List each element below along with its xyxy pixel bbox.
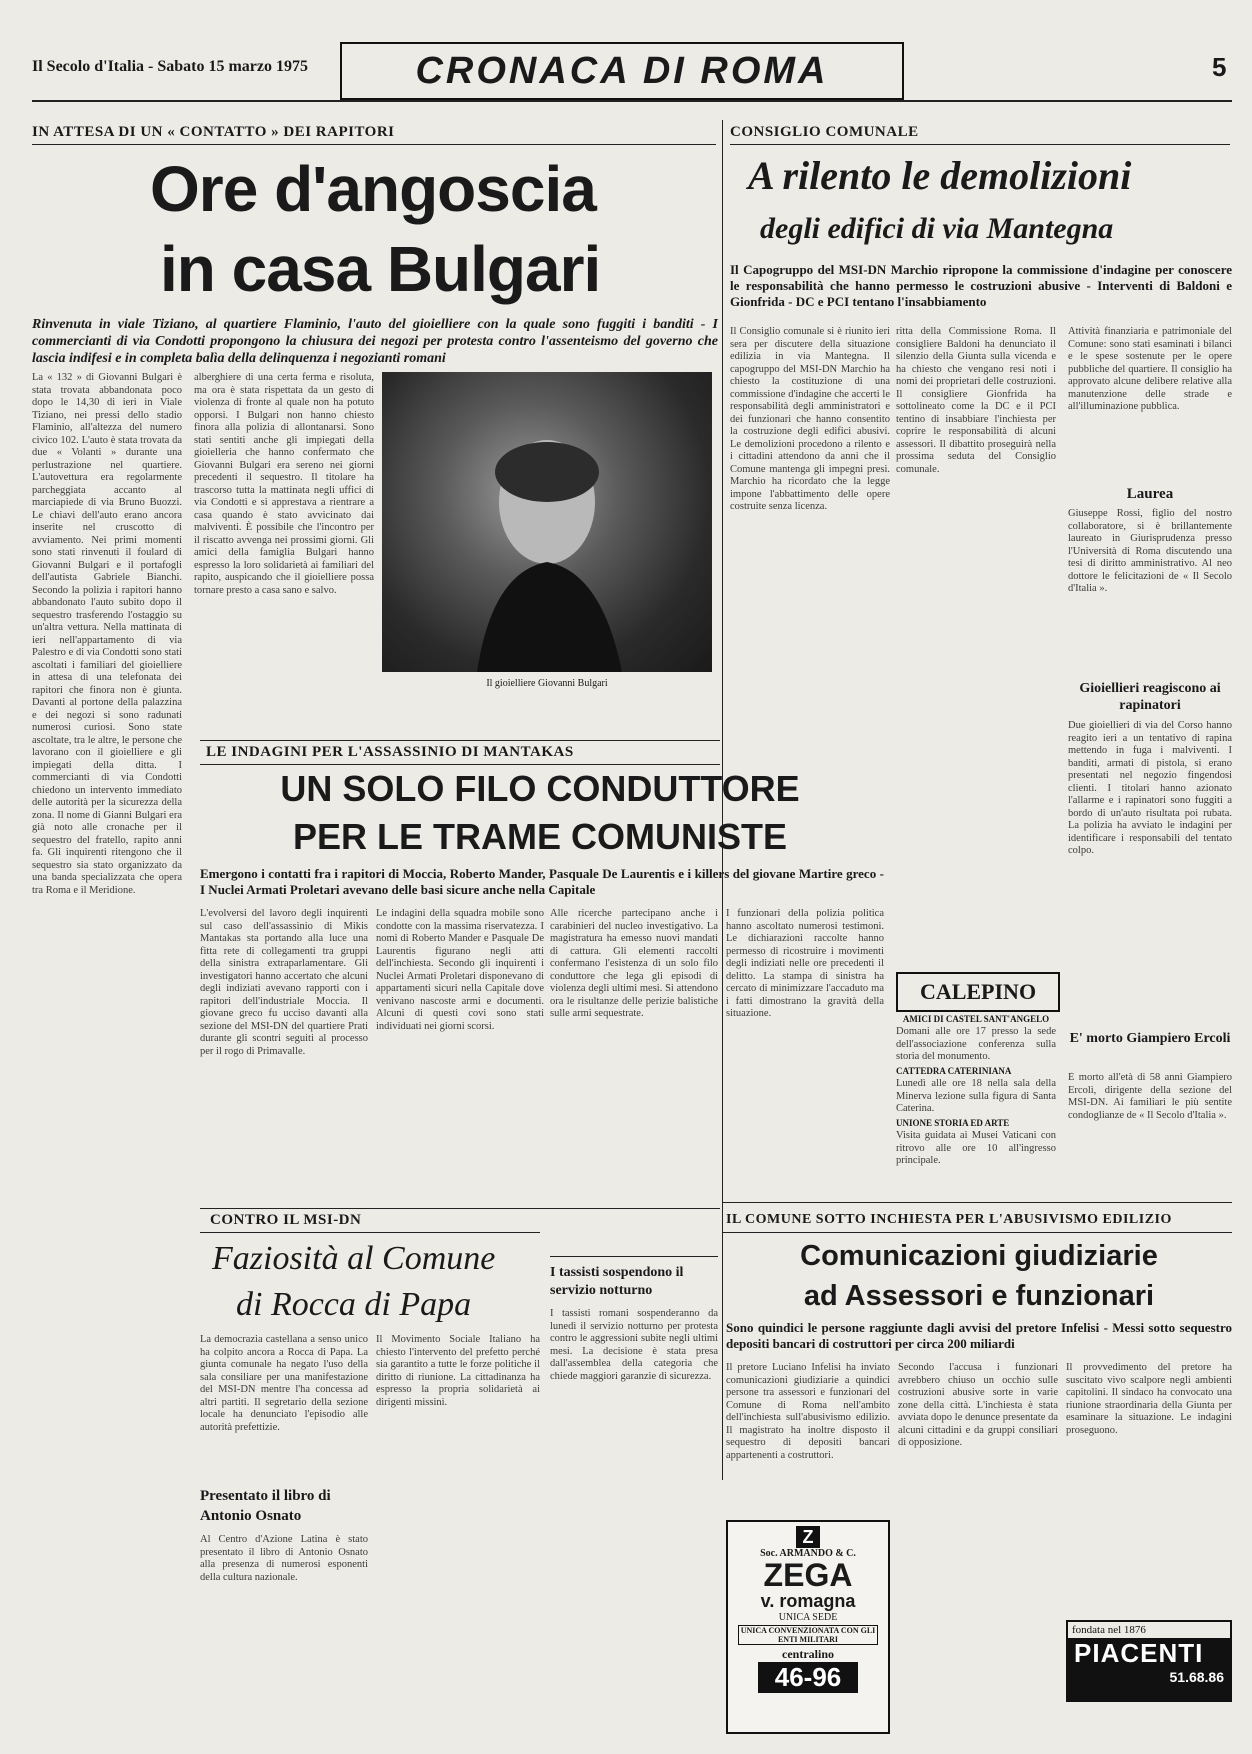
bulgari-col-1: La « 132 » di Giovanni Bulgari è stata trovata abbandonata poco dopo le 14,30 di ieri in Viale Tiziano, nei pressi dello stadio Flaminio, all'altezza del numero civico 102. L'auto è stata trovata da due « Volanti » durante una perlustrazione nel quartiere. L'autovettura era regolarmente parcheggiata accanto al marciapiede di via Bruno Buozzi. Le chiavi dell'auto erano ancora inserite nel cruscotto di avviamento. Nei primi momenti sono stati rinvenuti il foulard di Giovanni Bulgari e il portafogli dell'autista Gabriele Bianchi. Secondo la polizia i rapitori hanno abbandonato l'auto subito dopo il sequestro trasferendo l'ostaggio su un'altra vettura. Nella mattinata di ieri nell'appartamento di via Palestro e di via Condotti sono stati ascoltati i familiari del gioielliere in attesa di una telefonata dei rapitori che finora non è giunta. Davanti al portone della palazzina e dei negozi si sono radunati numerosi curiosi. Sono state ascoltate, tra le altre, le persone che lavorano con il gioielliere e gli impiegati della ditta. I commercianti di via Condotti chiedono un intervento immediato delle autorità per la sicurezza della zona. Il nome di Gianni Bulgari era già noto alle cronache per il sequestro del fratello, rapito anni fa. Gli inquirenti ritengono che il sequestro sia stato organizzato da una banda specializzata che opera tra Roma e il Meridione. <box>32 372 182 896</box>
date-line: Il Secolo d'Italia - Sabato 15 marzo 1975 <box>32 58 308 75</box>
comunicazioni-deck: Sono quindici le persone raggiunte dagli avvisi del pretore Infelisi - Messi sotto sequestro depositi bancari di costruttori per circa 200 miliardi <box>726 1320 1232 1351</box>
calepino-item-1-text: Domani alle ore 17 presso la sede dell'associazione conferenza sulla storia del monumento. <box>896 1026 1056 1062</box>
zega-line-2: v. romagna <box>760 1591 856 1611</box>
calepino-item-3-text: Visita guidata ai Musei Vaticani con ritrovo alle ore 10 all'ingresso principale. <box>896 1130 1056 1166</box>
bulgari-kicker-rule <box>32 144 716 145</box>
zega-logo: Z <box>796 1526 820 1548</box>
mantakas-top-rule <box>200 740 720 741</box>
mantakas-headline-2: PER LE TRAME COMUNISTE <box>292 816 787 857</box>
calepino-title: CALEPINO <box>919 979 1037 1004</box>
gioiellieri-title: Gioiellieri reagiscono ai rapinatori <box>1079 681 1221 713</box>
laurea-title: Laurea <box>1126 486 1174 502</box>
calepino-item-3-title: UNIONE STORIA ED ARTE <box>896 1118 1010 1128</box>
bulgari-col-2: alberghiere di una certa ferma e risoluta, ma ora è stata rispettata da un gesto di violenza di fronte al quale non ha potuto opporsi. I Bulgari non hanno chiesto finora alla polizia di allontanarsi. Sono stati sentiti anche gli impiegati della gioielleria che hanno confermato che Giovanni Bulgari era sereno nei giorni precedenti il sequestro. Il titolare ha trascorso tutta la mattinata negli uffici di via Condotti e si apprestava a rientrare a casa quando è stato avvicinato dai malviventi. È possibile che l'incontro per il riscatto avvenga nei prossimi giorni. Gli amici della famiglia Bulgari hanno espresso la loro solidarietà ai familiari del rapito, auspicando che il gioielliere possa tornare presto a casa sano e salvo. <box>194 372 374 596</box>
zega-phone: 46-96 <box>758 1662 858 1693</box>
comunicazioni-top-rule <box>722 1202 1232 1203</box>
rocca-headline-1: Faziosità al Comune <box>212 1240 496 1277</box>
zega-line-5: centralino <box>782 1647 834 1661</box>
rocca-headline-2: di Rocca di Papa <box>236 1286 472 1323</box>
portrait-figure <box>382 372 712 672</box>
laurea-text: Giuseppe Rossi, figlio del nostro collaboratore, si è brillantemente laureato in Giurisprudenza presso l'Università di Roma discutendo una tesi di diritto amministrativo. Al neo dottore le felicitazioni de « Il Secolo d'Italia ». <box>1068 508 1232 594</box>
comunicazioni-col-1: Il pretore Luciano Infelisi ha inviato comunicazioni giudiziarie a quindici persone tra assessori e funzionari del Comune di Roma nell'ambito dell'inchiesta sull'abusivismo edilizio. Il magistrato ha inoltre disposto il sequestro di depositi bancari appartenenti a costruttori. <box>726 1362 890 1461</box>
mantakas-col-1: L'evolversi del lavoro degli inquirenti sul caso dell'assassinio di Mikis Mantakas sta portando alla luce una fitta rete di collegamenti tra gruppi della sinistra extraparlamentare. Gli investigatori hanno accertato che alcuni degli indiziati avevano rapporti con i rapitori dell'industriale Moccia. Il giovane greco fu ucciso davanti alla sezione del MSI-DN del quartiere Prati durante gli scontri seguiti al processo per il rogo di Primavalle. <box>200 908 368 1057</box>
comunicazioni-headline-1: Comunicazioni giudiziarie <box>800 1240 1158 1272</box>
bulgari-deck: Rinvenuta in viale Tiziano, al quartiere Flaminio, l'auto del gioielliere con la quale sono fuggiti i banditi - I commercianti di via Condotti propongono la chiusura dei negozi per protesta contro l'assenteismo del governo che lascia indifesi e in completa balìa della delinquenza i negozianti romani <box>32 317 718 366</box>
comunicazioni-col-3: Il provvedimento del pretore ha suscitato vivo scalpore negli ambienti capitolini. Il sindaco ha convocato una riunione straordinaria della Giunta per esaminare la situazione. Le indagini proseguono. <box>1066 1362 1232 1436</box>
rocca-col-2: Il Movimento Sociale Italiano ha chiesto l'intervento del prefetto perché sia garantito a tutte le forze politiche il diritto di riunione. La cittadinanza ha espresso la propria solidarietà ai dirigenti missini. <box>376 1334 540 1408</box>
mantakas-kicker-rule <box>200 764 720 765</box>
zega-line-1: Soc. ARMANDO & C. <box>760 1548 856 1559</box>
mantakas-deck: Emergono i contatti fra i rapitori di Moccia, Roberto Mander, Pasquale De Laurentis e i killers del giovane Martire greco - I Nuclei Armati Proletari avevano delle basi sicure anche nella Capitale <box>200 866 884 897</box>
calepino-item-1-title: AMICI DI CASTEL SANT'ANGELO <box>902 1014 1050 1024</box>
mantakas-col-4: I funzionari della polizia politica hanno ascoltato numerosi testimoni. Le dichiarazioni raccolte hanno permesso di ricostruire i movimenti degli indiziati nelle ore precedenti il delitto. La stampa di sinistra ha cercato di minimizzare l'accaduto ma i fatti dimostrano la gravità della situazione. <box>726 908 884 1019</box>
demolizioni-headline-1: A rilento le demolizioni <box>748 153 1132 198</box>
calepino-item-2-title: CATTEDRA CATERINIANA <box>896 1066 1012 1076</box>
section-title-box <box>340 42 904 100</box>
calepino-item-2-text: Lunedì alle ore 18 nella sala della Minerva lezione sulla figura di Santa Caterina. <box>896 1078 1056 1114</box>
mantakas-col-2: Le indagini della squadra mobile sono condotte con la massima riservatezza. I nomi di Roberto Mander e Pasquale De Laurentis figurano negli atti dell'inchiesta. Secondo gli inquirenti i Nuclei Armati Proletari disponevano di appartamenti sicuri nella Capitale dove venivano nascoste armi e documenti. Alcuni di questi covi sono stati individuati nei giorni scorsi. <box>376 908 544 1032</box>
rocca-kicker: CONTRO IL MSI-DN <box>210 1212 362 1228</box>
mantakas-kicker: LE INDAGINI PER L'ASSASSINIO DI MANTAKAS <box>206 744 574 760</box>
libro-title: Presentato il libro di Antonio Osnato <box>200 1488 331 1524</box>
gioiellieri-text: Due gioiellieri di via del Corso hanno reagito ieri a un tentativo di rapina mettendo in fuga i malviventi. I banditi, armati di pistola, si erano presentati nel negozio fingendosi clienti. I titolari hanno azionato l'allarme e i rapinatori sono fuggiti a bordo di un'auto risultata poi rubata. La polizia ha avviato le indagini per identificare i responsabili del tentato colpo. <box>1068 720 1232 856</box>
zega-line-4: UNICA CONVENZIONATA CON GLI ENTI MILITARI <box>738 1625 878 1645</box>
rocca-top-rule <box>200 1208 720 1209</box>
morto-text: È morto all'età di 58 anni Giampiero Ercoli, dirigente della sezione del MSI-DN. Ai familiari le più sentite condoglianze de « Il Secolo d'Italia ». <box>1068 1072 1232 1121</box>
bulgari-headline-2: in casa Bulgari <box>160 233 601 305</box>
bulgari-photo-caption: Il gioielliere Giovanni Bulgari <box>486 678 608 689</box>
piacenti-ad <box>1066 1620 1232 1702</box>
calepino-box <box>896 972 1060 1012</box>
tassisti-text: I tassisti romani sospenderanno da lunedì il servizio notturno per protesta contro le aggressioni subite negli ultimi mesi. La decisione è stata presa dall'assemblea della categoria che chiede maggiori garanzie di sicurezza. <box>550 1308 718 1382</box>
piacenti-brand: PIACENTI <box>1074 1638 1204 1668</box>
zega-brand: ZEGA <box>763 1557 853 1593</box>
comunicazioni-kicker-rule <box>722 1232 1232 1233</box>
mantakas-col-3: Alle ricerche partecipano anche i carabinieri del nucleo investigativo. La magistratura ha emesso nuovi mandati di cattura. Gli elementi raccolti confermano l'esistenza di un solo filo conduttore che lega gli episodi di violenza degli ultimi mesi. Si attendono ora le risultanze delle perizie balistiche sulle armi sequestrate. <box>550 908 718 1019</box>
bulgari-photo <box>382 372 712 672</box>
rocca-kicker-rule <box>200 1232 540 1233</box>
libro-text: Al Centro d'Azione Latina è stato presentato il libro di Antonio Osnato alla presenza di numerosi esponenti della cultura nazionale. <box>200 1534 368 1583</box>
zega-line-3: UNICA SEDE <box>778 1612 838 1623</box>
page-number: 5 <box>1212 52 1227 82</box>
rocca-col-1: La democrazia castellana a senso unico ha colpito ancora a Rocca di Papa. La giunta comunale ha negato l'uso della sala consiliare per una manifestazione del MSI-DN mentre l'ha concessa ad altri partiti. Il segretario della sezione locale ha denunciato l'episodio alle autorità prefettizie. <box>200 1334 368 1433</box>
mantakas-headline-1: UN SOLO FILO CONDUTTORE <box>280 768 800 809</box>
zega-ad <box>726 1520 890 1734</box>
comunicazioni-headline-2: ad Assessori e funzionari <box>803 1280 1155 1312</box>
demolizioni-kicker-rule <box>730 144 1230 145</box>
section-title: CRONACA DI ROMA <box>415 50 829 92</box>
bulgari-headline-1: Ore d'angoscia <box>150 153 596 225</box>
masthead-rule <box>32 100 1232 102</box>
demolizioni-col-3: Attività finanziaria e patrimoniale del Comune: sono stati esaminati i bilanci e le spese sostenute per le opere pubbliche del quartiere. Il consiglio ha approvato alcune delibere relative alla manutenzione delle strade e all'illuminazione pubblica. <box>1068 326 1232 412</box>
demolizioni-col-1: Il Consiglio comunale si è riunito ieri sera per discutere della situazione edilizia in via Mantegna. Il capogruppo del MSI-DN Marchio ha chiesto la costituzione di una commissione d'indagine che accerti le responsabilità degli amministratori e dei funzionari che hanno consentito la costruzione degli edifici abusivi. Le demolizioni procedono a rilento e i cittadini attendono da anni che il Comune mantenga gli impegni presi. Marchio ha ricordato che la legge impone l'abbattimento delle opere costruite senza licenza. <box>730 326 890 512</box>
comunicazioni-col-2: Secondo l'accusa i funzionari avrebbero chiuso un occhio sulle costruzioni abusive sorte in varie zone della città. L'inchiesta è stata avviata dopo le denunce presentate da alcuni cittadini e da gruppi consiliari di opposizione. <box>898 1362 1058 1448</box>
comunicazioni-kicker: IL COMUNE SOTTO INCHIESTA PER L'ABUSIVISMO EDILIZIO <box>726 1212 1172 1227</box>
bulgari-kicker: IN ATTESA DI UN « CONTATTO » DEI RAPITORI <box>32 124 395 140</box>
demolizioni-headline-2: degli edifici di via Mantegna <box>760 212 1114 245</box>
morto-title: E' morto Giampiero Ercoli <box>1069 1031 1231 1046</box>
tassisti-rule <box>550 1256 718 1257</box>
demolizioni-deck: Il Capogruppo del MSI-DN Marchio ripropone la commissione d'indagine per conoscere le responsabilità che hanno permesso le costruzioni abusive - Interventi di Baldoni e Gionfrida - DC e PCI tentano l'insabbiamento <box>730 262 1232 309</box>
demolizioni-kicker: CONSIGLIO COMUNALE <box>730 124 919 140</box>
piacenti-top: fondata nel 1876 <box>1068 1622 1230 1638</box>
piacenti-phone: 51.68.86 <box>1169 1669 1224 1685</box>
demolizioni-col-2: ritta della Commissione Roma. Il consigliere Baldoni ha denunciato il silenzio della Giunta sulla vicenda e ha chiesto che vengano resi noti i nomi dei proprietari delle costruzioni. Il consigliere Gionfrida ha sottolineato come la DC e il PCI tentino di insabbiare l'inchiesta per coprire le responsabilità di alcuni assessori. Il dibattito proseguirà nella prossima seduta del Consiglio comunale. <box>896 326 1056 475</box>
tassisti-title: I tassisti sospendono il servizio notturno <box>550 1265 684 1298</box>
